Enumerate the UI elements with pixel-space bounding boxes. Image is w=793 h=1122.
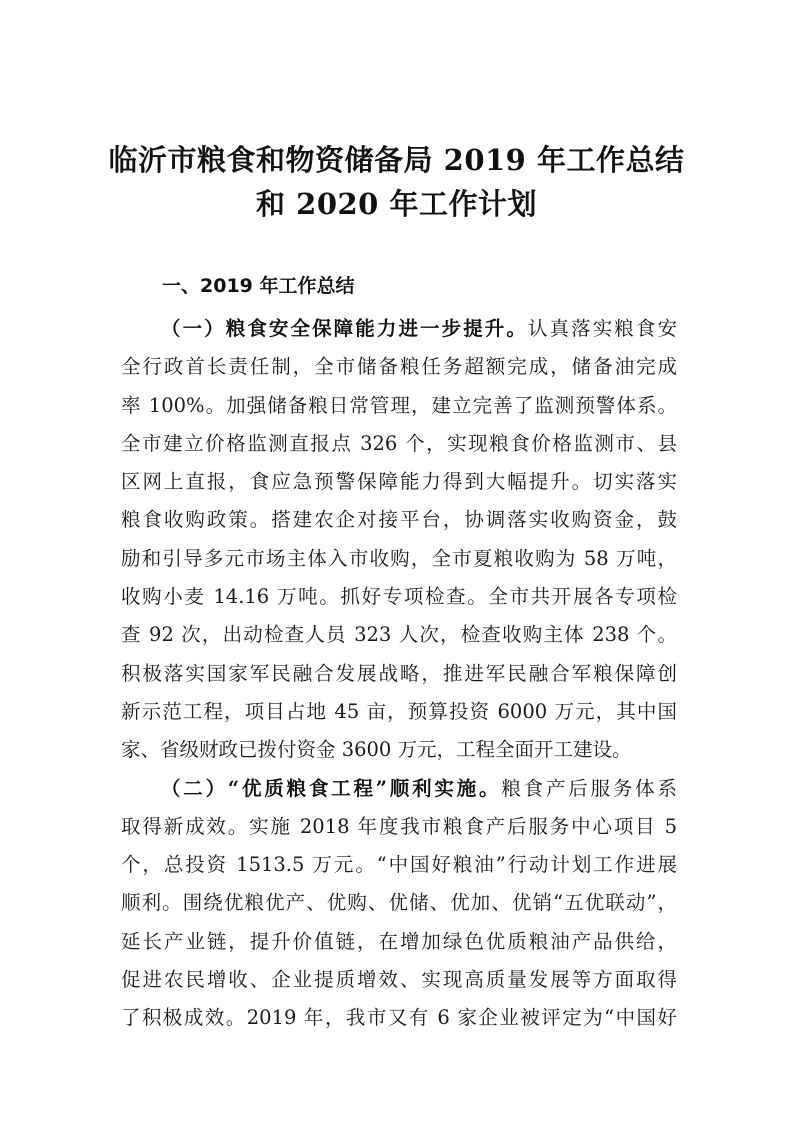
paragraph-line: 查 92 次，出动检查人员 323 人次，检查收购主体 238 个。 [121,623,677,647]
paragraph-line: 全市建立价格监测直报点 326 个，实现粮食价格监测市、县 [121,431,677,455]
paragraph-text: 认真落实粮食安 [527,317,677,340]
paragraph-line: 区网上直报，食应急预警保障能力得到大幅提升。切实落实 [121,470,677,494]
subsection-lead-2: （二）“优质粮食工程”顺利实施。 [161,776,502,800]
paragraph-line: 家、省级财政已拨付资金 3600 万元，工程全面开工建设。 [121,738,632,762]
paragraph-line [121,310,677,348]
paragraph-line: 新示范工程，项目占地 45 亩，预算投资 6000 万元，其中国 [121,699,677,723]
paragraph-line: 顺利。围绕优粮优产、优购、优储、优加、优销“五优联动”， [121,891,677,915]
paragraph-text: 粮食产后服务体系 [501,776,677,800]
paragraph-line: 率 100%。加强储备粮日常管理，建立完善了监测预警体系。 [121,393,677,417]
paragraph-line: 个，总投资 1513.5 万元。“中国好粮油”行动计划工作进展 [121,853,677,877]
paragraph-line: 积极落实国家军民融合发展战略，推进军民融合军粮保障创 [121,661,677,685]
subsection-lead-1: （一）粮食安全保障能力进一步提升。 [161,317,528,340]
paragraph-line: 了积极成效。2019 年，我市又有 6 家企业被评定为“中国好 [121,1006,677,1030]
document-title [100,138,693,226]
section-heading-2019-summary: 一、2019 年工作总结 [162,275,355,297]
paragraph-line [121,770,677,808]
paragraph-line: 延长产业链，提升价值链，在增加绿色优质粮油产品供给， [121,929,677,953]
paragraph-line: 粮食收购政策。搭建农企对接平台，协调落实收购资金，鼓 [121,508,677,532]
paragraph-line: 全行政首长责任制，全市储备粮任务超额完成，储备油完成 [121,355,677,379]
paragraph-line: 励和引导多元市场主体入市收购，全市夏粮收购为 58 万吨， [121,546,677,570]
paragraph-line: 促进农民增收、企业提质增效、实现高质量发展等方面取得 [121,968,677,992]
title-line-1: 临沂市粮食和物资储备局 2019 年工作总结 [108,143,685,177]
body-text [121,310,677,1038]
title-line-2: 和 2020 年工作计划 [256,187,537,221]
paragraph-line: 取得新成效。实施 2018 年度我市粮食产后服务中心项目 5 [121,814,677,838]
paragraph-line: 收购小麦 14.16 万吨。抓好专项检查。全市共开展各专项检 [121,585,677,609]
